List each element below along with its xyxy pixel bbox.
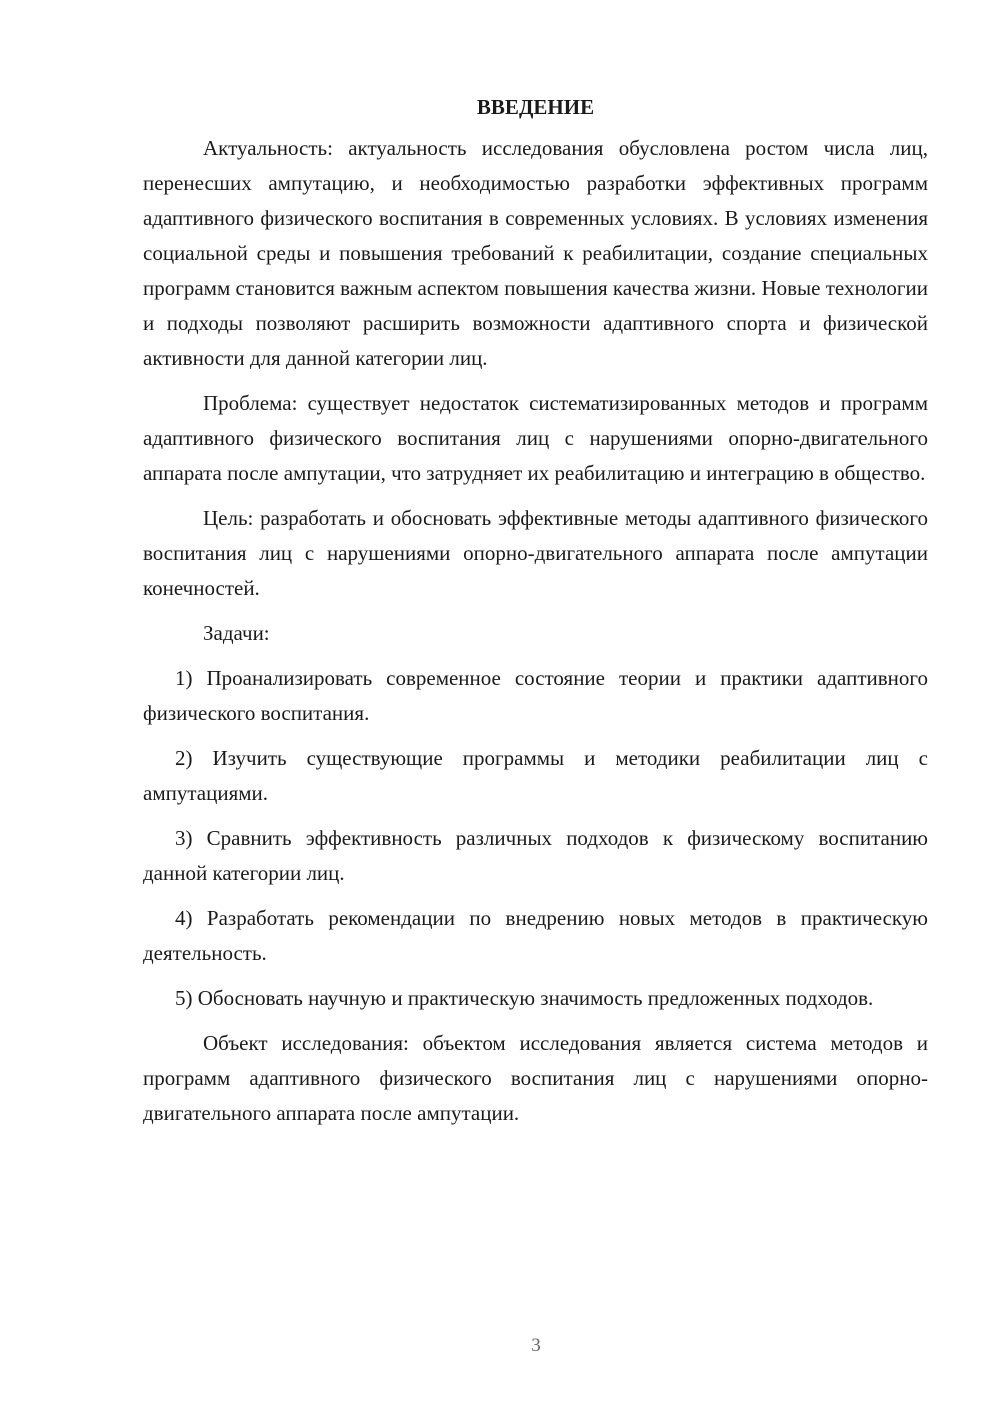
paragraph-problem: Проблема: существует недостаток систематизированных методов и программ адаптивного физического воспитания лиц с нарушениями опорно-двигательного аппарата после ампутации, что затрудняет их реабилитацию и интеграцию в общество.: [143, 391, 928, 485]
paragraph-relevance: Актуальность: актуальность исследования обусловлена ростом числа лиц, перенесших ампутацию, и необходимостью разработки эффективных программ адаптивного физического воспитания в современных условиях. В условиях изменения социальной среды и повышения требований к реабилитации, создание специальных программ становится важным аспектом повышения качества жизни. Новые технологии и подходы позволяют расширить возможности адаптивного спорта и физической активности для данной категории лиц.: [143, 136, 928, 370]
tasks-label: Задачи:: [203, 621, 270, 645]
task-item-4: 4) Разработать рекомендации по внедрению новых методов в практическую деятельность.: [143, 906, 928, 965]
page-number: 3: [531, 1335, 541, 1356]
page-content: [143, 90, 928, 1131]
paragraph-goal: Цель: разработать и обосновать эффективные методы адаптивного физического воспитания лиц с нарушениями опорно-двигательного аппарата после ампутации конечностей.: [143, 506, 928, 600]
paragraph-object: Объект исследования: объектом исследования является система методов и программ адаптивного физического воспитания лиц с нарушениями опорно-двигательного аппарата после ампутации.: [143, 1031, 928, 1125]
task-item-1: 1) Проанализировать современное состояние теории и практики адаптивного физического воспитания.: [143, 666, 928, 725]
task-item-5: 5) Обосновать научную и практическую значимость предложенных подходов.: [175, 986, 874, 1010]
task-item-2: 2) Изучить существующие программы и методики реабилитации лиц с ампутациями.: [143, 746, 928, 805]
section-heading: ВВЕДЕНИЕ: [476, 95, 595, 119]
task-item-3: 3) Сравнить эффективность различных подходов к физическому воспитанию данной категории лиц.: [143, 826, 928, 885]
